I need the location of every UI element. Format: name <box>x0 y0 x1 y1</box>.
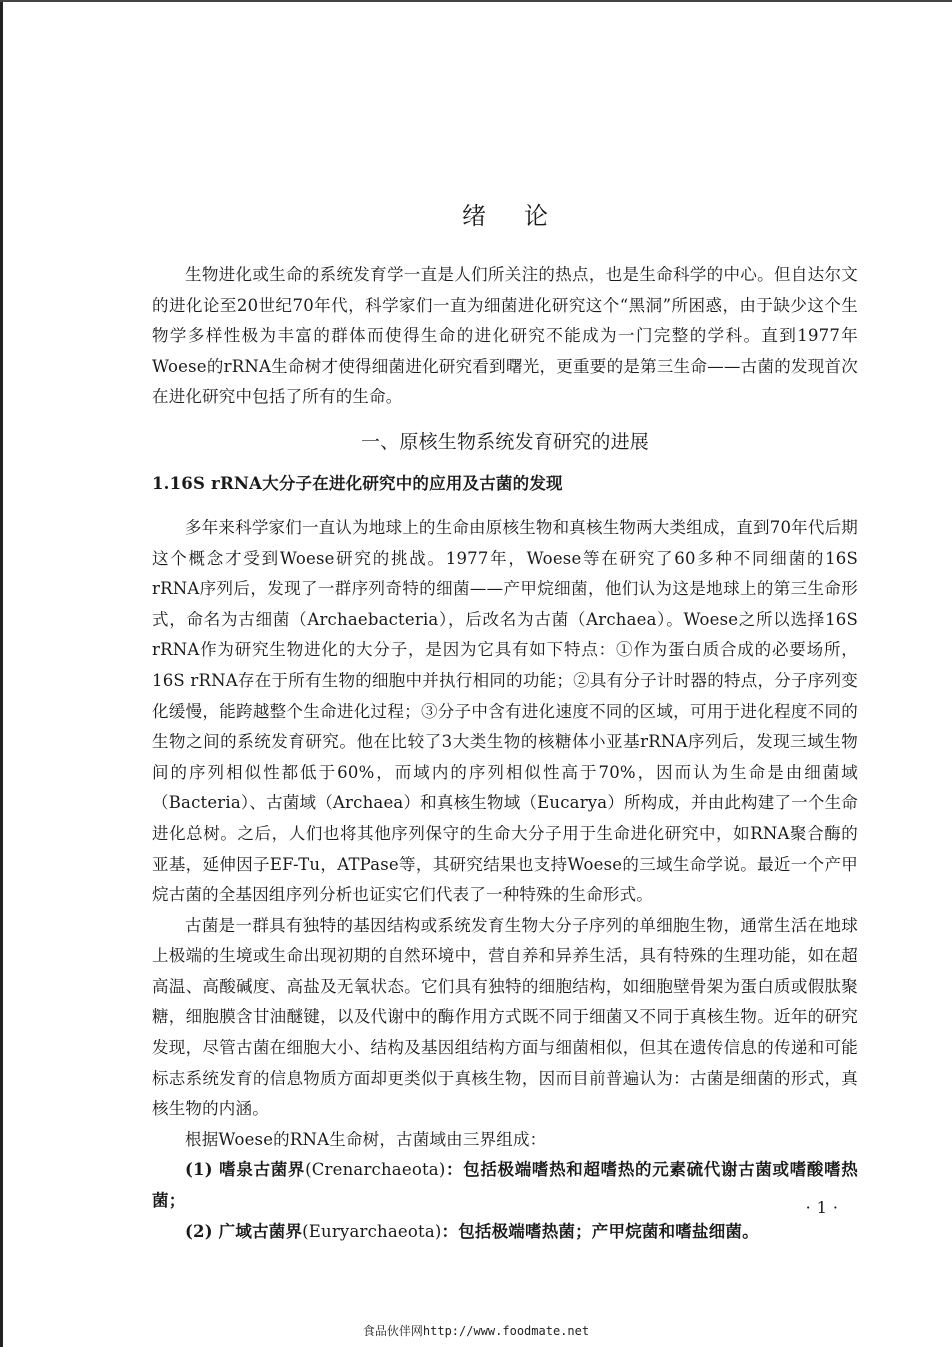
list-item-prefix: (2) 广域古菌界 <box>185 1221 303 1241</box>
paragraph-archaea-features: 古菌是一群具有独特的基因结构或系统发育生物大分子序列的单细胞生物，通常生活在地球上极端的生境或生命出现初期的自然环境中，营自养和异养生活，具有特殊的生理功能，如在超高温、高酸碱度、高盐及无氧状态。它们具有独特的细胞结构，如细胞壁骨架为蛋白质或假肽聚糖，细胞膜含甘油醚键，以及代谢中的酶作用方式既不同于细菌又不同于真核生物。近年的研究发现，尽管古菌在细胞大小、结构及基因组结构方面与细菌相似，但其在遗传信息的传递和可能标志系统发育的信息物质方面却更类似于真核生物，因而目前普遍认为：古菌是细菌的形式，真核生物的内涵。 <box>152 915 858 1119</box>
paragraph-three-kingdoms: 根据Woese的RNA生命树，古菌域由三界组成： <box>185 1129 547 1149</box>
list-item-rest: ：包括极端嗜热菌；产甲烷菌和嗜盐细菌。 <box>441 1221 759 1241</box>
list-item-latin: (Crenarchaeota) <box>305 1160 446 1180</box>
section-title: 一、原核生物系统发育研究的进展 <box>360 430 649 453</box>
chapter-title: 绪论 <box>462 202 586 230</box>
page-content <box>152 196 858 1247</box>
list-item-crenarchaeota <box>152 1155 858 1216</box>
list-item-prefix: (1) 嗜泉古菌界 <box>185 1160 306 1180</box>
list-item-latin: (Euryarchaeota) <box>302 1221 442 1241</box>
footer-watermark: 食品伙伴网http://www.foodmate.net <box>362 1324 590 1338</box>
page-number: ·1· <box>805 1198 844 1217</box>
subsection-title: 1.16S rRNA大分子在进化研究中的应用及古菌的发现 <box>152 473 563 493</box>
paragraph-16s-rrna: 多年来科学家们一直认为地球上的生命由原核生物和真核生物两大类组成，直到70年代后期这个概念才受到Woese研究的挑战。1977年，Woese等在研究了60多种不同细菌的16S rRNA序列后，发现了一群序列奇特的细菌——产甲烷细菌，他们认为这是地球上的第三生命形式，命名为古细菌（Archaebacteria），后改名为古菌（Archaea）。Woese之所以选择16S rRNA作为研究生物进化的大分子，是因为它具有如下特点：①作为蛋白质合成的必要场所，16S rRNA存在于所有生物的细胞中并执行相同的功能；②具有分子计时器的特点，分子序列变化缓慢，能跨越整个生命进化过程；③分子中含有进化速度不同的区域，可用于进化程度不同的生物之间的系统发育研究。他在比较了3大类生物的核糖体小亚基rRNA序列后，发现三域生物间的序列相似性都低于60%，而域内的序列相似性高于70%，因而认为生命是由细菌域（Bacteria）、古菌域（Archaea）和真核生物域（Eucarya）所构成，并由此构建了一个生命进化总树。之后，人们也将其他序列保守的生命大分子用于生命进化研究中，如RNA聚合酶的亚基，延伸因子EF-Tu，ATPase等，其研究结果也支持Woese的三域生命学说。最近一个产甲烷古菌的全基因组序列分析也证实它们代表了一种特殊的生命形式。 <box>152 517 858 905</box>
list-item-rest: ：包括极端嗜热和超嗜热的元素硫代谢古菌或嗜酸嗜热菌； <box>152 1160 858 1211</box>
scan-edge-top <box>0 0 952 2</box>
scan-edge-left <box>0 0 3 1347</box>
list-item-euryarchaeota <box>152 1217 858 1248</box>
intro-paragraph: 生物进化或生命的系统发育学一直是人们所关注的热点，也是生命科学的中心。但自达尔文的进化论至20世纪70年代，科学家们一直为细菌进化研究这个“黑洞”所困惑，由于缺少这个生物学多样性极为丰富的群体而使得生命的进化研究不能成为一门完整的学科。直到1977年Woese的rRNA生命树才使得细菌进化研究看到曙光，更重要的是第三生命——古菌的发现首次在进化研究中包括了所有的生命。 <box>152 265 858 407</box>
